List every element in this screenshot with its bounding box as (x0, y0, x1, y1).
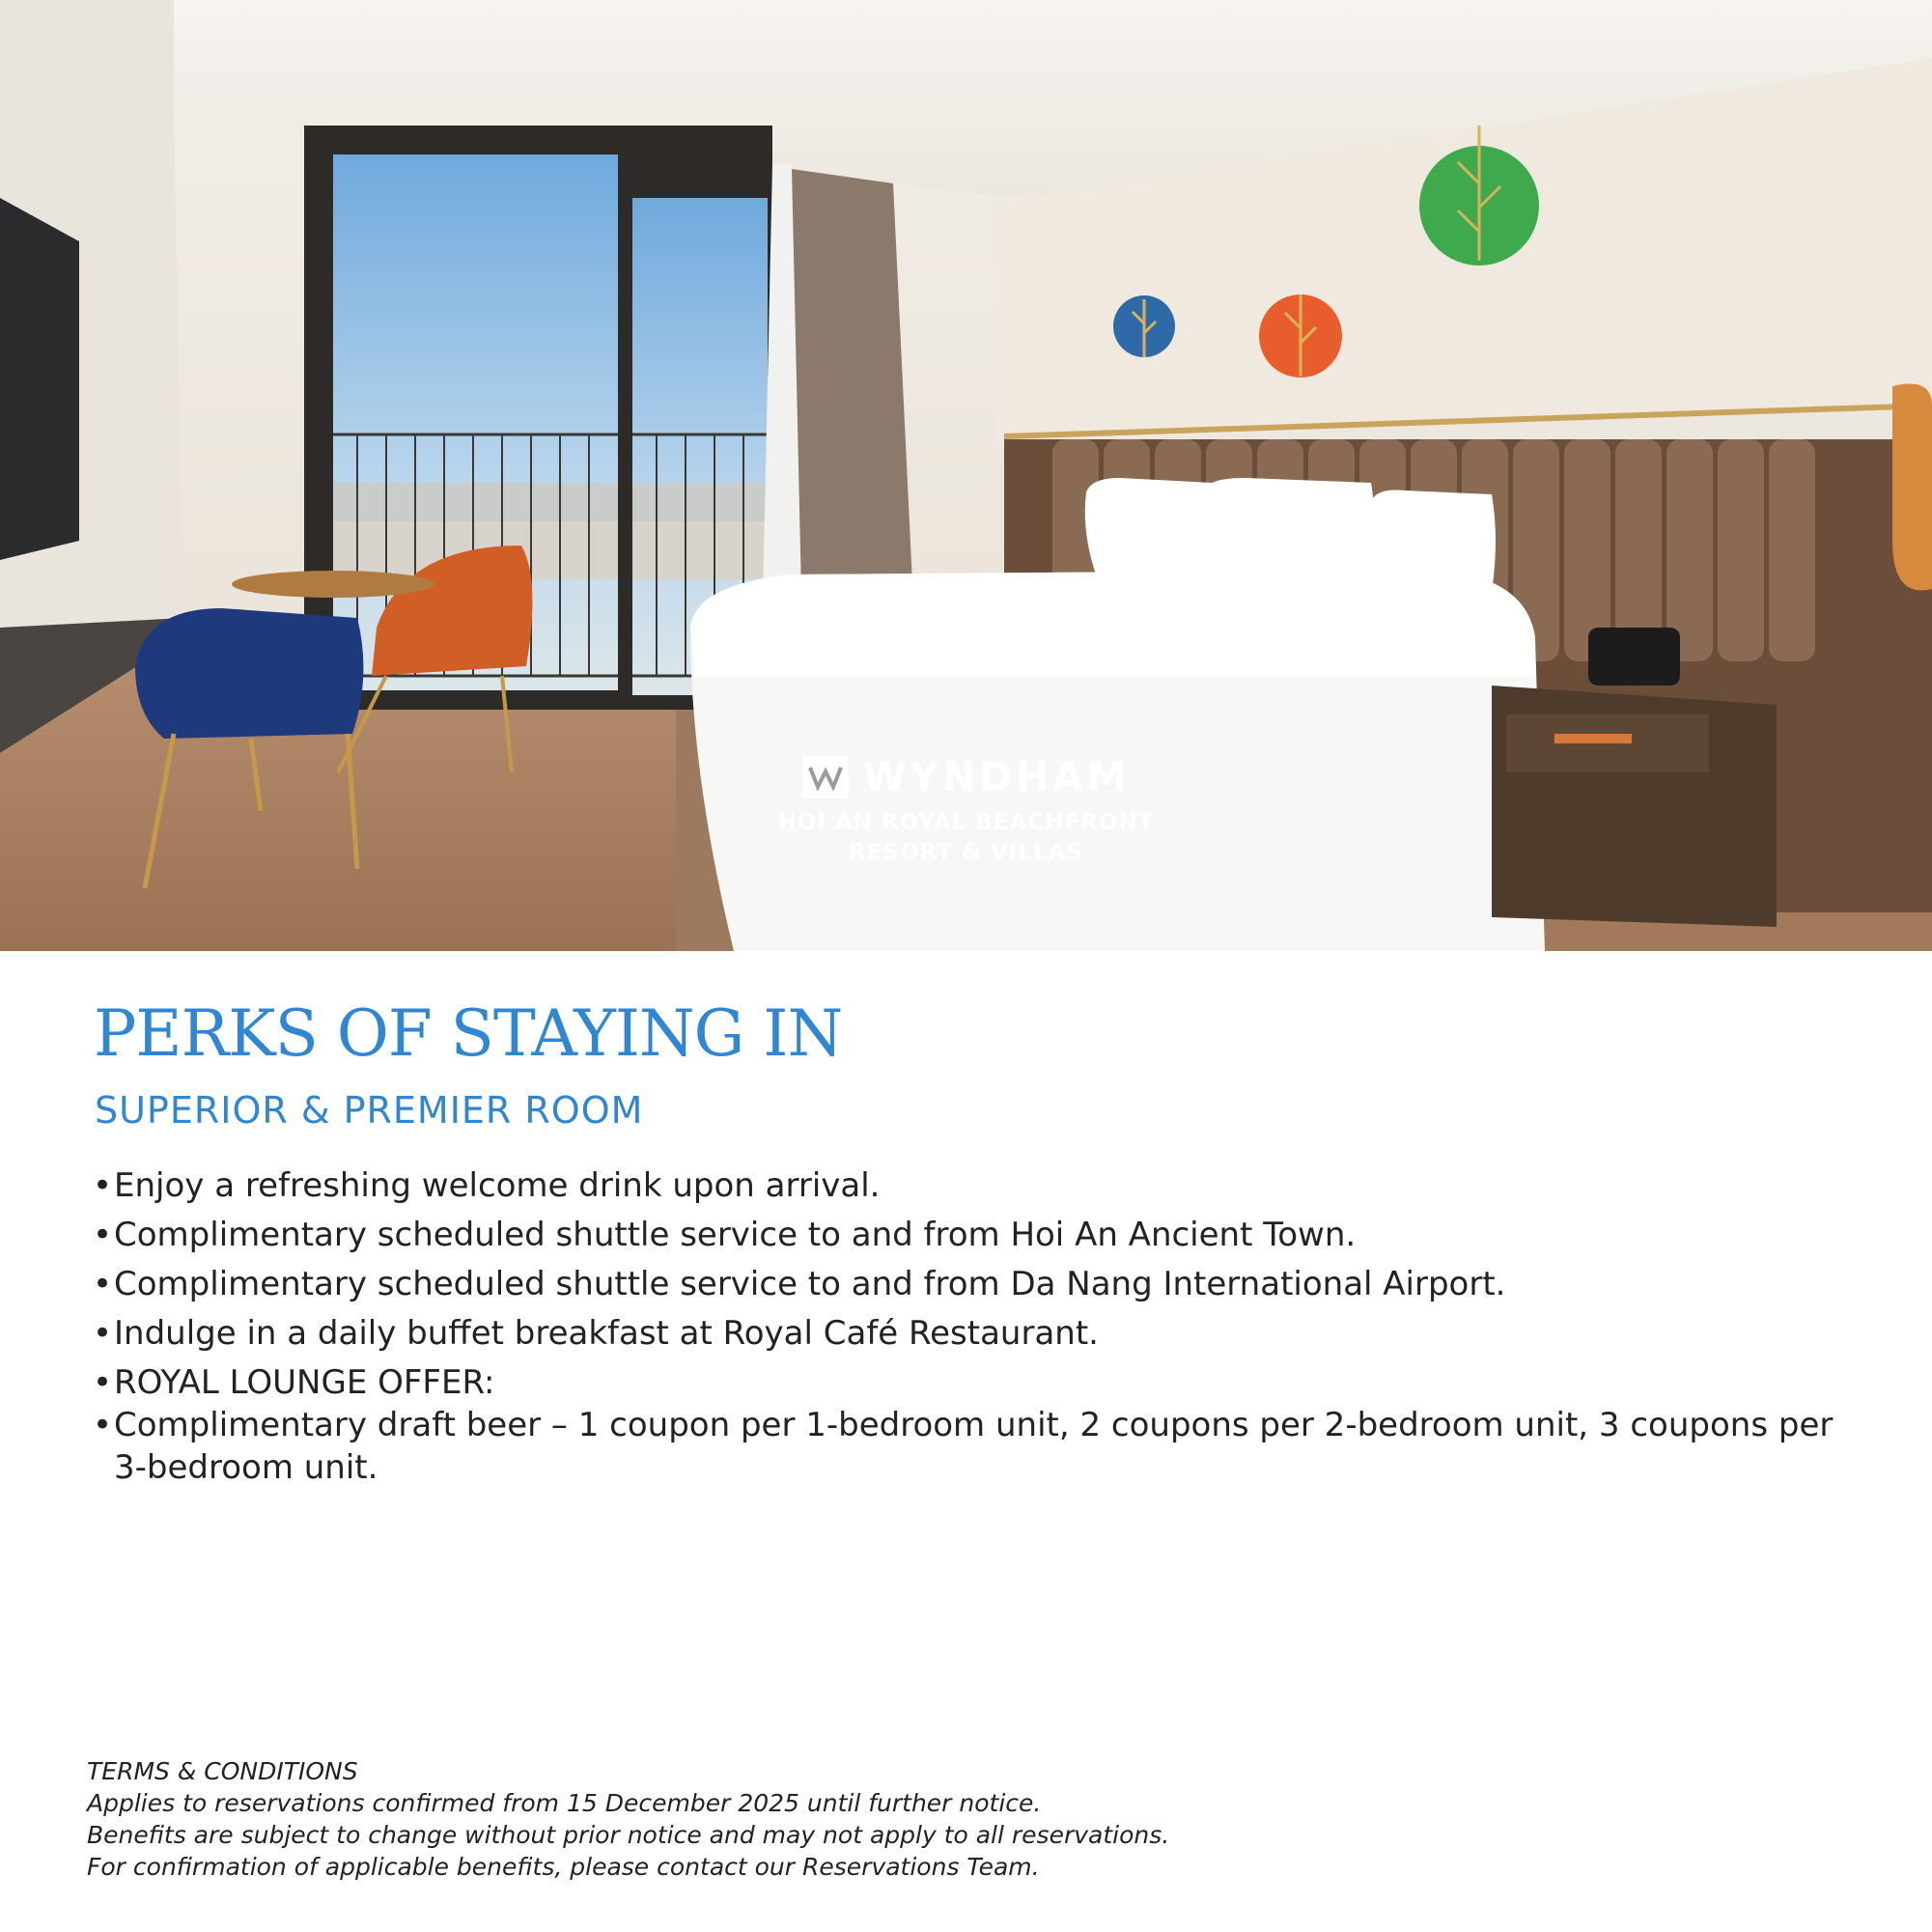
list-item: • Complimentary scheduled shuttle service to and from Da Nang International Airport. (93, 1263, 1850, 1305)
brand-subtitle-line-2: RESORT & VILLAS (848, 839, 1083, 865)
terms-heading: TERMS & CONDITIONS (87, 1757, 358, 1785)
page-subtitle: SUPERIOR & PREMIER ROOM (95, 1089, 644, 1132)
terms-and-conditions (87, 1755, 1873, 1883)
list-item: • Enjoy a refreshing welcome drink upon arrival. (93, 1164, 1850, 1207)
wyndham-logo-icon (802, 756, 849, 798)
terms-line: Applies to reservations confirmed from 15 December 2025 until further notice. (87, 1789, 1042, 1817)
hotel-room-photo (0, 0, 1932, 951)
list-item: • Complimentary draft beer – 1 coupon per 1-bedroom unit, 2 coupons per 2-bedroom unit, 3 coupons per 3-bedroom unit. (93, 1404, 1850, 1489)
list-item: • ROYAL LOUNGE OFFER: (93, 1361, 1850, 1404)
list-item: • Indulge in a daily buffet breakfast at Royal Café Restaurant. (93, 1312, 1850, 1355)
terms-line: For confirmation of applicable benefits, please contact our Reservations Team. (87, 1853, 1040, 1881)
brand-subtitle-line-1: HOI AN ROYAL BEACHFRONT (777, 809, 1155, 835)
list-item: • Complimentary scheduled shuttle service to and from Hoi An Ancient Town. (93, 1214, 1850, 1256)
terms-line: Benefits are subject to change without prior notice and may not apply to all reservations. (87, 1821, 1170, 1849)
brand-logo (0, 753, 1932, 868)
brand-name: WYNDHAM (861, 753, 1131, 800)
page-title: PERKS OF STAYING IN (94, 996, 843, 1071)
perks-list (93, 1164, 1850, 1496)
